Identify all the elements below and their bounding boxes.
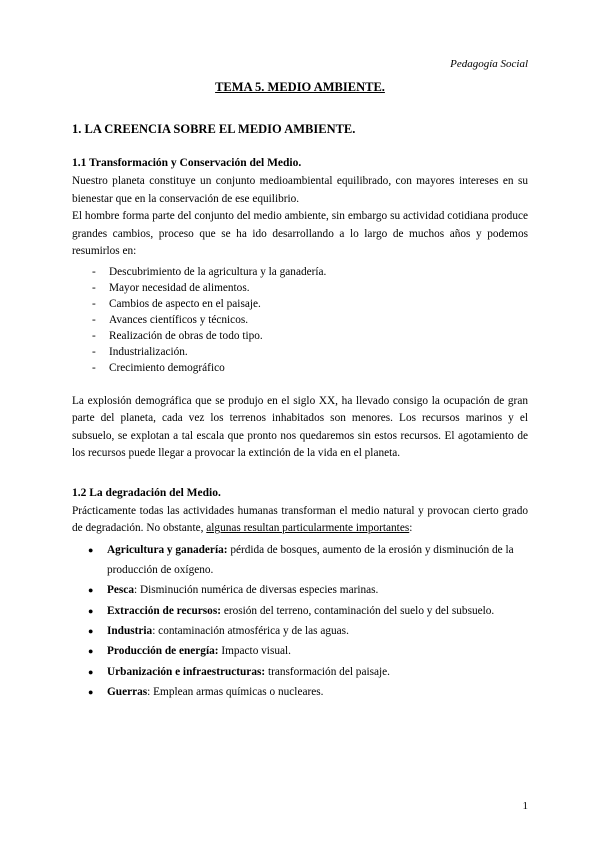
item-term: Urbanización e infraestructuras: xyxy=(107,665,266,678)
item-text: : Emplean armas químicas o nucleares. xyxy=(147,686,324,699)
list-item xyxy=(88,662,528,682)
list-item: - Mayor necesidad de alimentos. xyxy=(92,280,528,296)
list-item: - Avances científicos y técnicos. xyxy=(92,312,528,328)
intro-end: : xyxy=(409,522,413,535)
document-body xyxy=(72,120,528,702)
item-text: erosión del terreno, contaminación del suelo y del subsuelo. xyxy=(221,604,495,617)
item-term: Guerras xyxy=(107,686,148,699)
list-item xyxy=(88,682,528,702)
list-item xyxy=(88,641,528,661)
section-heading: 1. LA CREENCIA SOBRE EL MEDIO AMBIENTE. xyxy=(72,122,356,136)
item-term: Pesca xyxy=(107,584,134,597)
degradation-list xyxy=(72,540,528,703)
subsection-heading-1-1: 1.1 Transformación y Conservación del Medio. xyxy=(72,157,302,170)
header-subject: Pedagogía Social xyxy=(450,58,528,70)
item-text: : contaminación atmosférica y de las aguas. xyxy=(152,625,349,638)
intro-underlined-text: algunas resultan particularmente importantes xyxy=(206,522,410,535)
list-item xyxy=(88,601,528,621)
list-item: - Descubrimiento de la agricultura y la ganadería. xyxy=(92,264,528,280)
paragraph-degradation-intro xyxy=(72,503,528,538)
item-term: Agricultura y ganadería: xyxy=(107,543,228,556)
subsection-heading-1-2: 1.2 La degradación del Medio. xyxy=(72,486,221,499)
page-number: 1 xyxy=(522,800,528,812)
item-text: pérdida de bosques, aumento de la erosión y disminución de la producción de oxígeno. xyxy=(107,543,514,577)
changes-list xyxy=(72,264,528,376)
list-item: - Cambios de aspecto en el paisaje. xyxy=(92,296,528,312)
document-title: TEMA 5. MEDIO AMBIENTE. xyxy=(215,80,385,94)
list-item xyxy=(88,580,528,600)
item-text: transformación del paisaje. xyxy=(265,665,390,678)
list-item xyxy=(88,540,528,581)
paragraph-1: Nuestro planeta constituye un conjunto medioambiental equilibrado, con mayores intereses en su bienestar que en la conservación de ese equilibrio. xyxy=(72,175,528,205)
intro-text: Prácticamente todas las actividades humanas transforman el medio natural y provocan cierto grado de degradación. No obstante, xyxy=(72,504,528,535)
item-text: Impacto visual. xyxy=(218,645,291,658)
paragraph-2: El hombre forma parte del conjunto del medio ambiente, sin embargo su actividad cotidiana produce grandes cambios, proceso que se ha ido desarrollando a lo largo de muchos años y podemos resumirlos en: xyxy=(72,210,528,258)
item-text: : Disminución numérica de diversas especies marinas. xyxy=(133,584,379,597)
list-item xyxy=(88,621,528,641)
list-item: - Crecimiento demográfico xyxy=(92,360,528,376)
list-item: - Industrialización. xyxy=(92,344,528,360)
list-item: - Realización de obras de todo tipo. xyxy=(92,328,528,344)
item-term: Producción de energía: xyxy=(107,645,219,658)
item-term: Industria xyxy=(107,625,153,638)
item-term: Extracción de recursos: xyxy=(107,604,221,617)
paragraph-3: La explosión demográfica que se produjo en el siglo XX, ha llevado consigo la ocupación de gran parte del planeta, cada vez los terrenos inhabitados son menores. Los recursos marinos y el subsuelo, se explotan a tal escala que pronto nos quedaremos sin estos recursos. El agotamiento de los recursos puede llegar a provocar la extinción de la vida en el planeta. xyxy=(72,394,528,460)
